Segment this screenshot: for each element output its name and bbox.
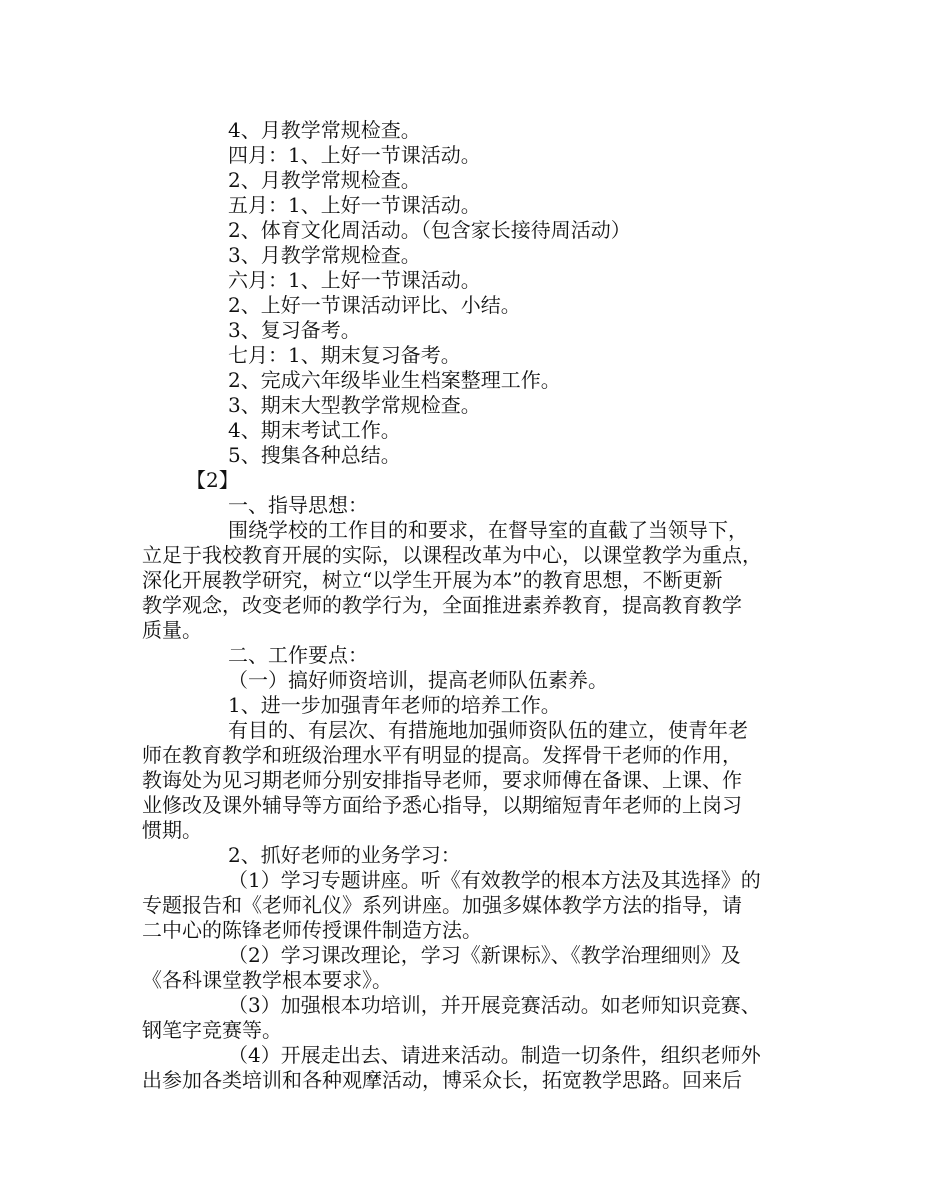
text-line: 2、月教学常规检查。 <box>228 168 421 192</box>
text-line: 惯期。 <box>142 818 202 842</box>
text-line: 出参加各类培训和各种观摩活动，博采众长，拓宽教学思路。回来后 <box>142 1068 742 1092</box>
text-line: 3、期末大型教学常规检查。 <box>228 393 481 417</box>
section-heading: 二、工作要点： <box>228 643 368 667</box>
text-line: 专题报告和《老师礼仪》系列讲座。加强多媒体教学方法的指导，请 <box>142 893 742 917</box>
text-line: 2、上好一节课活动评比、小结。 <box>228 293 521 317</box>
text-line: 4、期末考试工作。 <box>228 418 401 442</box>
text-line: 教诲处为见习期老师分别安排指导老师，要求师傅在备课、上课、作 <box>142 768 742 792</box>
text-line: 1、进一步加强青年老师的培养工作。 <box>228 693 561 717</box>
text-line: 2、体育文化周活动。（包含家长接待周活动） <box>228 218 631 242</box>
text-line: 七月：1、期末复习备考。 <box>228 343 461 367</box>
text-line: 围绕学校的工作目的和要求，在督导室的直截了当领导下， <box>228 518 748 542</box>
text-line: 质量。 <box>142 618 202 642</box>
text-line: 5、搜集各种总结。 <box>228 443 401 467</box>
subsection-heading: （一）搞好师资培训，提高老师队伍素养。 <box>228 668 608 692</box>
text-line: 五月：1、上好一节课活动。 <box>228 193 481 217</box>
text-line: 深化开展教学研究，树立“以学生开展为本”的教育思想，不断更新 <box>142 568 723 592</box>
text-line: 2、抓好老师的业务学习： <box>228 843 461 867</box>
text-line: 2、完成六年级毕业生档案整理工作。 <box>228 368 561 392</box>
text-line: 3、复习备考。 <box>228 318 361 342</box>
text-line: （4）开展走出去、请进来活动。制造一切条件，组织老师外 <box>228 1043 761 1067</box>
text-line: 4、月教学常规检查。 <box>228 118 421 142</box>
text-line: 师在教育教学和班级治理水平有明显的提高。发挥骨干老师的作用， <box>142 743 742 767</box>
text-line: 教学观念，改变老师的教学行为，全面推进素养教育，提高教育教学 <box>142 593 742 617</box>
text-line: 《各科课堂教学根本要求》。 <box>142 968 392 992</box>
text-line: 钢笔字竞赛等。 <box>142 1018 282 1042</box>
text-line: 立足于我校教育开展的实际，以课程改革为中心，以课堂教学为重点， <box>142 543 762 567</box>
text-line: 二中心的陈锋老师传授课件制造方法。 <box>142 918 482 942</box>
text-line: 有目的、有层次、有措施地加强师资队伍的建立，使青年老 <box>228 718 748 742</box>
text-line: 3、月教学常规检查。 <box>228 243 421 267</box>
text-line: 六月：1、上好一节课活动。 <box>228 268 481 292</box>
text-line: 四月：1、上好一节课活动。 <box>228 143 481 167</box>
section-marker: 【2】 <box>186 468 239 492</box>
text-line: （3）加强根本功培训，并开展竞赛活动。如老师知识竞赛、 <box>228 993 761 1017</box>
text-line: 业修改及课外辅导等方面给予悉心指导，以期缩短青年老师的上岗习 <box>142 793 742 817</box>
text-line: （2）学习课改理论，学习《新课标》、《教学治理细则》及 <box>228 943 741 967</box>
section-heading: 一、指导思想： <box>228 493 368 517</box>
text-line: （1）学习专题讲座。听《有效教学的根本方法及其选择》的 <box>228 868 761 892</box>
